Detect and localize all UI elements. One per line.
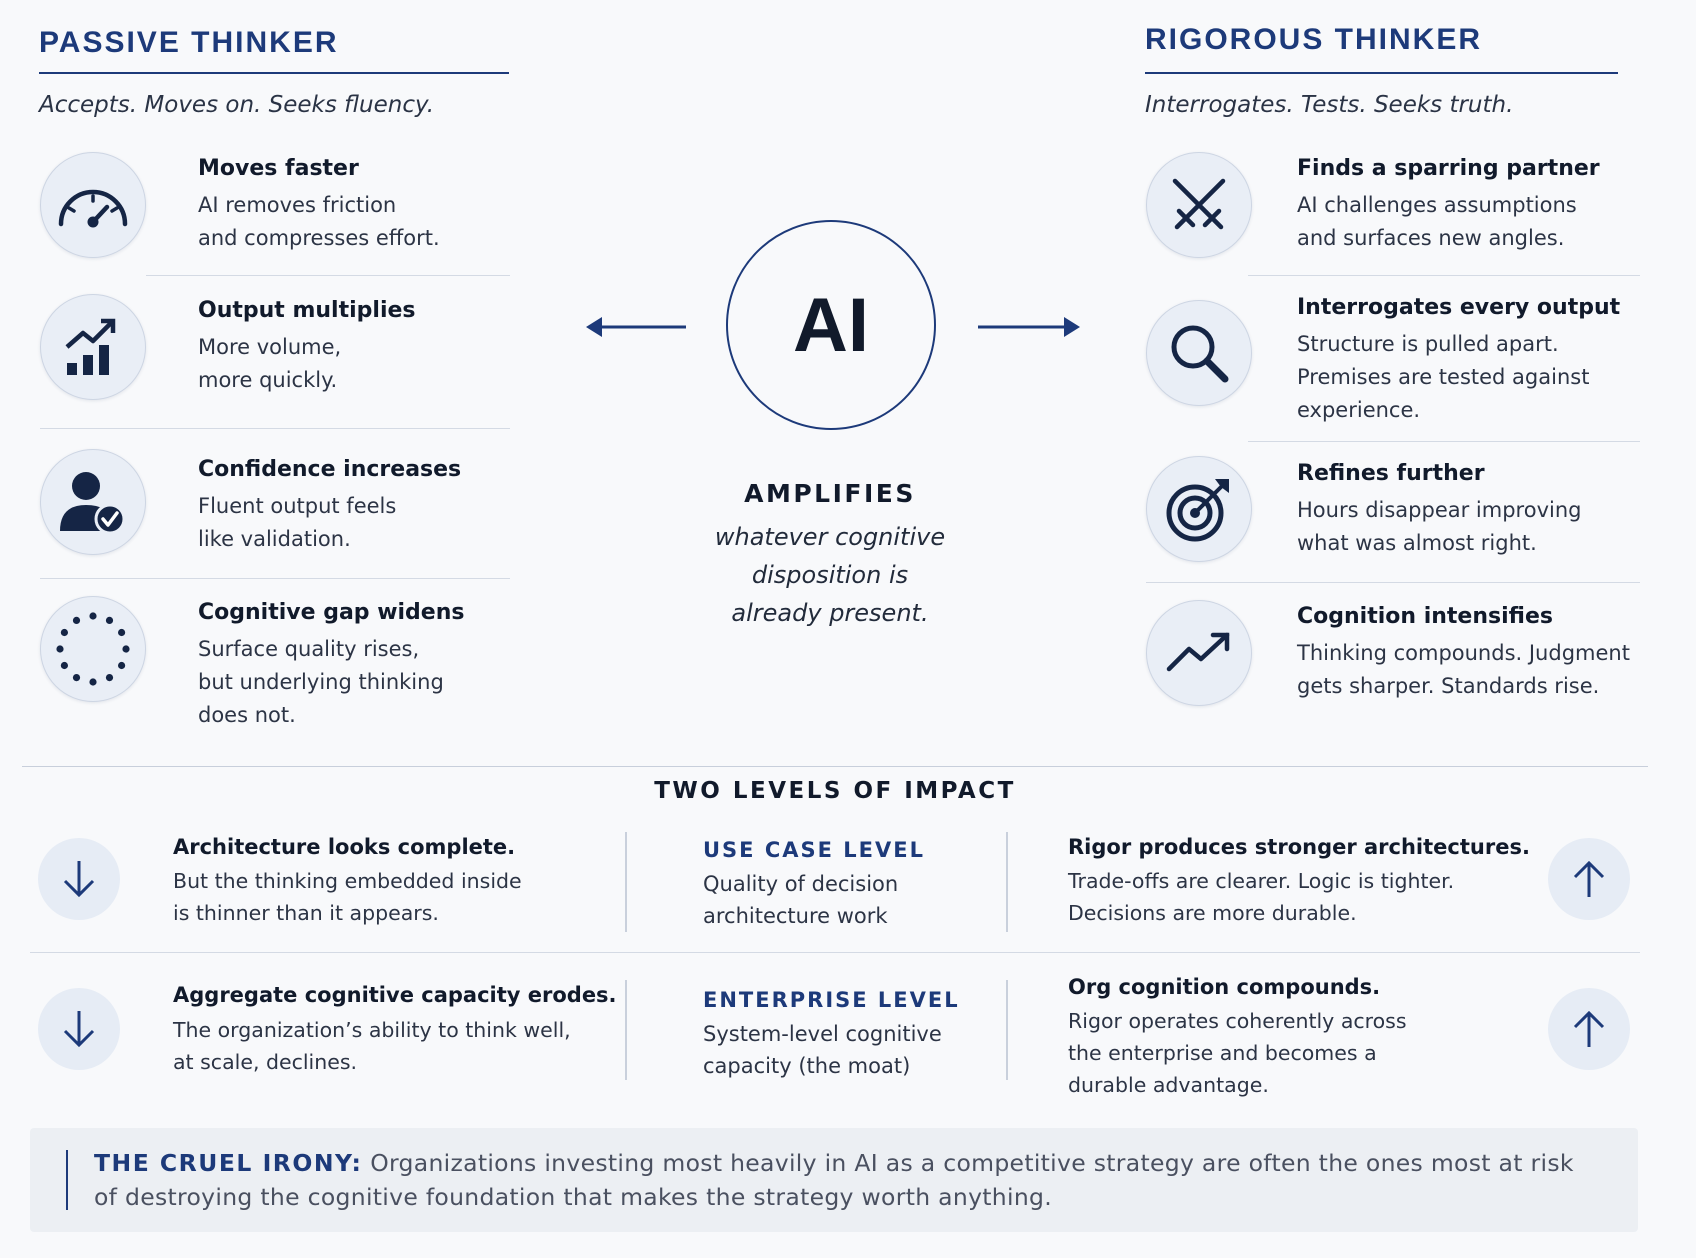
item-body: Surface quality rises, but underlying thinking does not. xyxy=(198,637,444,727)
target-icon xyxy=(1146,456,1252,562)
arrow-down-icon xyxy=(38,838,120,920)
divider xyxy=(40,428,510,429)
impact-right-body: Rigor operates coherently across the enterprise and becomes a durable advantage. xyxy=(1068,1009,1407,1097)
column-separator xyxy=(625,832,627,932)
impact-left-body: But the thinking embedded inside is thinner than it appears. xyxy=(173,869,522,925)
item-heading: Interrogates every output xyxy=(1297,295,1621,320)
callout-label: THE CRUEL IRONY: xyxy=(94,1149,363,1177)
rigorous-thinker-title: RIGOROUS THINKER xyxy=(1145,23,1483,56)
arrow-down-icon xyxy=(38,988,120,1070)
amplifies-body: whatever cognitive disposition is already present. xyxy=(714,523,946,627)
divider xyxy=(1146,582,1640,583)
level-body: Quality of decision architecture work xyxy=(703,872,899,928)
item-body: AI removes friction and compresses effort. xyxy=(198,193,440,250)
ai-label: AI xyxy=(793,282,869,368)
crossed-swords-icon xyxy=(1146,152,1252,258)
callout-text xyxy=(94,1146,1594,1214)
ai-circle xyxy=(726,220,936,430)
item-heading: Cognition intensifies xyxy=(1297,604,1553,629)
item-heading: Confidence increases xyxy=(198,457,462,482)
level-title: USE CASE LEVEL xyxy=(703,838,925,862)
amplifies-heading: AMPLIFIES xyxy=(744,479,916,508)
item-body: AI challenges assumptions and surfaces new angles. xyxy=(1297,193,1577,250)
rigorous-title-rule xyxy=(1145,72,1618,74)
item-body: Thinking compounds. Judgment gets sharper. Standards rise. xyxy=(1297,641,1630,698)
arrow-up-icon xyxy=(1548,838,1630,920)
passive-thinker-title: PASSIVE THINKER xyxy=(39,26,339,59)
item-heading: Output multiplies xyxy=(198,298,416,323)
rigorous-subtitle: Interrogates. Tests. Seeks truth. xyxy=(1145,92,1514,118)
item-heading: Refines further xyxy=(1297,461,1485,486)
column-separator xyxy=(1006,980,1008,1080)
impact-left-heading: Aggregate cognitive capacity erodes. xyxy=(173,983,617,1007)
impact-left-heading: Architecture looks complete. xyxy=(173,835,516,859)
impact-right-heading: Org cognition compounds. xyxy=(1068,975,1381,999)
passive-title-rule xyxy=(39,72,509,74)
column-separator xyxy=(625,980,627,1080)
callout-body: Organizations investing most heavily in AI as a competitive strategy are often the ones most at risk of destroying the cognitive foundation that makes the strategy worth anything. xyxy=(94,1149,1574,1211)
passive-subtitle: Accepts. Moves on. Seeks fluency. xyxy=(39,92,435,118)
item-heading: Moves faster xyxy=(198,156,359,181)
level-title: ENTERPRISE LEVEL xyxy=(703,988,960,1012)
level-body: System-level cognitive capacity (the moat) xyxy=(703,1022,942,1078)
speedometer-icon xyxy=(40,152,146,258)
item-heading: Cognitive gap widens xyxy=(198,600,465,625)
trend-up-icon xyxy=(1146,600,1252,706)
item-heading: Finds a sparring partner xyxy=(1297,156,1600,181)
user-check-icon xyxy=(40,449,146,555)
divider xyxy=(40,578,510,579)
column-separator xyxy=(1006,832,1008,932)
impact-right-heading: Rigor produces stronger architectures. xyxy=(1068,835,1530,859)
magnifier-icon xyxy=(1146,300,1252,406)
item-body: More volume, more quickly. xyxy=(198,335,342,392)
section-divider xyxy=(22,766,1648,767)
item-body: Structure is pulled apart. Premises are tested against experience. xyxy=(1297,332,1590,422)
callout-accent-bar xyxy=(66,1150,68,1210)
left-arrow-icon xyxy=(586,315,688,339)
divider xyxy=(146,275,510,276)
impact-right-body: Trade-offs are clearer. Logic is tighter. Decisions are more durable. xyxy=(1068,869,1455,925)
bar-chart-growth-icon xyxy=(40,294,146,400)
row-divider xyxy=(30,952,1640,953)
right-arrow-icon xyxy=(978,315,1080,339)
cruel-irony-callout xyxy=(30,1128,1638,1232)
item-body: Fluent output feels like validation. xyxy=(198,494,397,551)
dotted-circle-icon xyxy=(40,596,146,702)
arrow-up-icon xyxy=(1548,988,1630,1070)
impact-title: TWO LEVELS OF IMPACT xyxy=(654,778,1016,804)
divider xyxy=(1248,441,1640,442)
impact-left-body: The organization’s ability to think well, at scale, declines. xyxy=(173,1018,571,1074)
item-body: Hours disappear improving what was almost right. xyxy=(1297,498,1582,555)
divider xyxy=(1248,275,1640,276)
